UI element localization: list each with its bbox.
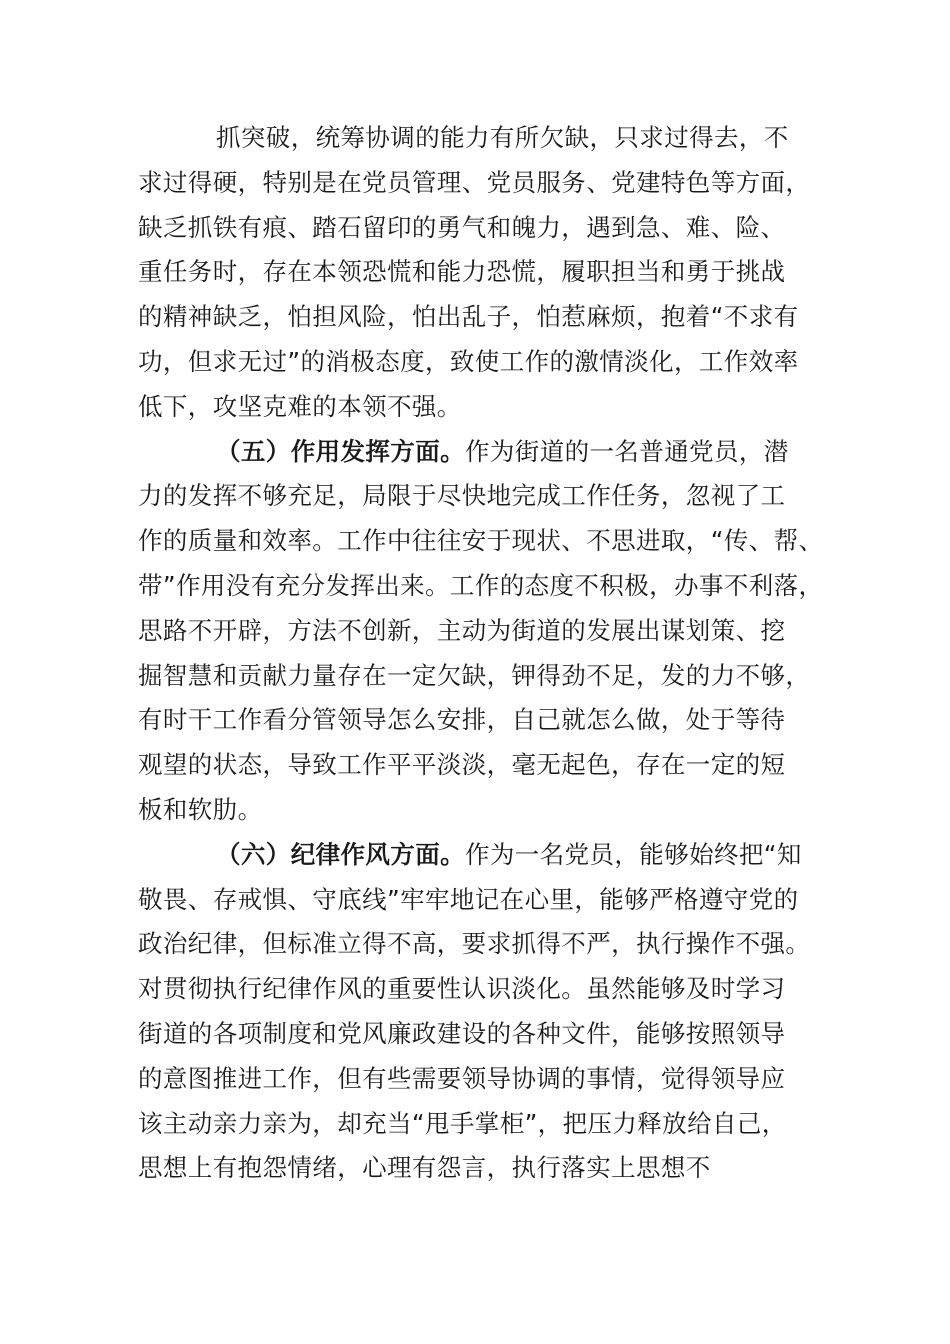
text-line: 敬畏、存戒惧、守底线”牢牢地记在心里，能够严格遵守党的: [138, 884, 799, 914]
section-heading-six: （六）纪律作风方面。: [216, 839, 465, 869]
section-heading-five: （五）作用发挥方面。: [216, 436, 465, 466]
text-line: 带”作用没有充分发挥出来。工作的态度不积极，办事不利落，: [138, 570, 824, 600]
text-line: 对贯彻执行纪律作风的重要性认识淡化。虽然能够及时学习: [138, 974, 786, 1004]
text-line: [138, 833, 838, 878]
text-line: 政治纪律，但标准立得不高，要求抓得不严，执行操作不强。: [138, 929, 811, 959]
text-line: 街道的各项制度和党风廉政建设的各种文件，能够按照领导: [138, 1018, 786, 1048]
text-line: 该主动亲力亲为，却充当“甩手掌柜”，把压力释放给自己，: [138, 1108, 787, 1138]
text-line: 力的发挥不够充足，局限于尽快地完成工作任务，忽视了工: [138, 481, 786, 511]
text-line: 的精神缺乏，怕担风险，怕出乱子，怕惹麻烦，抱着“不求有: [138, 302, 799, 332]
text-line: 作的质量和效率。工作中往往安于现状、不思进取，“传、帮、: [138, 526, 824, 556]
paragraph-ability: [138, 116, 838, 430]
text-line: 抓突破，统筹协调的能力有所欠缺，只求过得去，不: [216, 123, 789, 152]
text-line: 的意图推进工作，但有些需要领导协调的事情，觉得领导应: [138, 1063, 786, 1093]
text-line: 思想上有抱怨情绪，心理有怨言，执行落实上思想不: [138, 1153, 711, 1183]
text-line: 功，但求无过”的消极态度，致使工作的激情淡化，工作效率: [138, 346, 799, 376]
text-line: 掘智慧和贡献力量存在一定欠缺，钾得劲不足，发的力不够，: [138, 660, 811, 690]
text-line: 思路不开辟，方法不创新，主动为街道的发展出谋划策、挖: [138, 615, 786, 645]
text-line: [138, 430, 838, 475]
text-line: 观望的状态，导致工作平平淡淡，毫无起色，存在一定的短: [138, 750, 786, 780]
text-line: 求过得硬，特别是在党员管理、党员服务、党建特色等方面，: [138, 167, 811, 197]
text-line: 板和软肋。: [138, 794, 263, 824]
document-body: [138, 116, 838, 1191]
text-line: 有时干工作看分管领导怎么安排，自己就怎么做，处于等待: [138, 705, 786, 735]
text-line: 重任务时，存在本领恐慌和能力恐慌，履职担当和勇于挑战: [138, 257, 786, 287]
heading-line-text: 作为街道的一名普通党员，潜: [465, 436, 789, 466]
text-line: 低下，攻坚克难的本领不强。: [138, 391, 462, 421]
paragraph-role-playing: [138, 430, 838, 833]
paragraph-discipline: [138, 833, 838, 1191]
text-line: 缺乏抓铁有痕、踏石留印的勇气和魄力，遇到急、难、险、: [138, 212, 786, 242]
heading-line-text: 作为一名党员，能够始终把“知: [465, 839, 802, 869]
